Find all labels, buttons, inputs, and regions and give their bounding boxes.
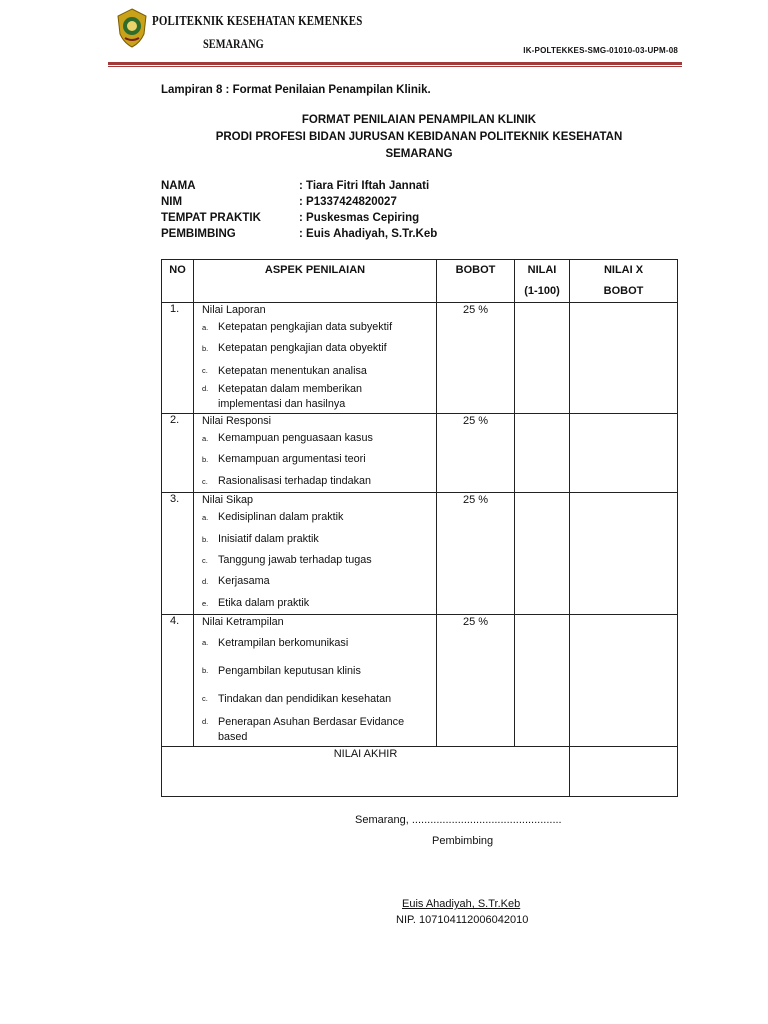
institution-city: SEMARANG	[203, 36, 264, 51]
aspect-title: Nilai Laporan	[202, 304, 266, 316]
criterion-item: a. Ketepatan pengkajian data subyektif	[202, 321, 393, 333]
pembimbing-label: PEMBIMBING	[161, 228, 236, 240]
score-cell[interactable]	[515, 303, 570, 414]
row-number: 2.	[162, 414, 194, 493]
nim-value: : P1337424820027	[299, 196, 397, 208]
header-nilai-line1: NILAI	[527, 264, 557, 276]
criterion-item: b. Inisiatif dalam praktik	[202, 532, 319, 545]
score-cell[interactable]	[515, 493, 570, 615]
header-divider-thin	[108, 66, 682, 67]
assessment-table	[161, 259, 678, 797]
criterion-item: b. Pengambilan keputusan klinis	[202, 665, 361, 678]
criterion-item: a. Ketrampilan berkomunikasi	[202, 637, 349, 650]
criterion-item: b. Ketepatan pengkajian data obyektif	[202, 342, 387, 355]
nim-label: NIM	[161, 196, 183, 208]
weighted-score-cell[interactable]	[570, 414, 678, 493]
table-row	[162, 615, 678, 747]
header-nilaix-line2: BOBOT	[603, 285, 644, 297]
criterion-item: c. Rasionalisasi terhadap tindakan	[202, 474, 372, 487]
form-title-line2: PRODI PROFESI BIDAN JURUSAN KEBIDANAN POLITEKNIK KESEHATAN	[215, 131, 623, 143]
header-nilai-x-bobot	[570, 260, 678, 303]
document-code: IK-POLTEKKES-SMG-01010-03-UPM-08	[523, 46, 678, 55]
criterion-item: e. Etika dalam praktik	[202, 596, 310, 609]
weight-value: 25 %	[437, 303, 515, 414]
header-aspek: ASPEK PENILAIAN	[194, 260, 437, 303]
aspect-title: Nilai Ketrampilan	[202, 616, 284, 629]
weighted-score-cell[interactable]	[570, 615, 678, 747]
criterion-continuation: based	[218, 731, 248, 744]
criterion-item: a. Kemampuan penguasaan kasus	[202, 432, 373, 444]
aspect-title: Nilai Sikap	[202, 494, 254, 507]
tempat-label: TEMPAT PRAKTIK	[161, 212, 261, 224]
form-title-line1: FORMAT PENILAIAN PENAMPILAN KLINIK	[301, 114, 537, 126]
signer-nip: NIP. 107104112006042010	[396, 914, 529, 926]
pembimbing-value: : Euis Ahadiyah, S.Tr.Keb	[299, 228, 438, 240]
place-date-line: Semarang, .................................................	[355, 814, 562, 826]
aspect-title: Nilai Responsi	[202, 415, 272, 427]
aspect-cell	[194, 493, 437, 615]
table-row	[162, 493, 678, 615]
row-number: 3.	[162, 493, 194, 615]
criterion-item: c. Tanggung jawab terhadap tugas	[202, 554, 372, 567]
aspect-cell	[194, 414, 437, 493]
weight-value: 25 %	[437, 615, 515, 747]
nama-label: NAMA	[161, 180, 196, 192]
tempat-value: : Puskesmas Cepiring	[299, 212, 420, 224]
table-row	[162, 414, 678, 493]
weighted-score-cell[interactable]	[570, 303, 678, 414]
form-title-line3: SEMARANG	[385, 148, 453, 160]
weight-value: 25 %	[437, 414, 515, 493]
score-cell[interactable]	[515, 414, 570, 493]
weighted-score-cell[interactable]	[570, 493, 678, 615]
aspect-cell	[194, 303, 437, 414]
aspect-cell	[194, 615, 437, 747]
header-no: NO	[162, 260, 194, 303]
criterion-item: d. Ketepatan dalam memberikan	[202, 382, 363, 395]
criterion-item: b. Kemampuan argumentasi teori	[202, 453, 366, 466]
row-number: 1.	[162, 303, 194, 414]
appendix-label: Lampiran 8 : Format Penilaian Penampilan Klinik.	[161, 84, 431, 96]
criterion-continuation: implementasi dan hasilnya	[218, 397, 346, 410]
score-cell[interactable]	[515, 615, 570, 747]
header-nilaix-line1: NILAI X	[603, 264, 644, 276]
criterion-item: d. Kerjasama	[202, 575, 270, 588]
criterion-item: a. Kedisiplinan dalam praktik	[202, 511, 344, 524]
row-number: 4.	[162, 615, 194, 747]
header-bobot: BOBOT	[437, 260, 515, 303]
table-header-row	[162, 260, 678, 303]
header-divider	[108, 62, 682, 65]
criterion-item: c. Ketepatan menentukan analisa	[202, 364, 367, 377]
header-nilai	[515, 260, 570, 303]
signer-role: Pembimbing	[432, 835, 494, 847]
header-nilai-line2: (1-100)	[524, 285, 560, 297]
table-row	[162, 303, 678, 414]
final-score-label: NILAI AKHIR	[162, 747, 570, 797]
final-score-cell[interactable]	[570, 747, 678, 797]
nama-value: : Tiara Fitri Iftah Jannati	[299, 180, 430, 192]
weight-value: 25 %	[437, 493, 515, 615]
institution-seal-icon	[116, 8, 148, 48]
criterion-item: d. Penerapan Asuhan Berdasar Evidance	[202, 716, 405, 729]
criterion-item: c. Tindakan dan pendidikan kesehatan	[202, 693, 392, 706]
final-score-row	[162, 747, 678, 797]
signer-name: Euis Ahadiyah, S.Tr.Keb	[402, 898, 521, 910]
institution-name: POLITEKNIK KESEHATAN KEMENKES	[152, 14, 363, 29]
